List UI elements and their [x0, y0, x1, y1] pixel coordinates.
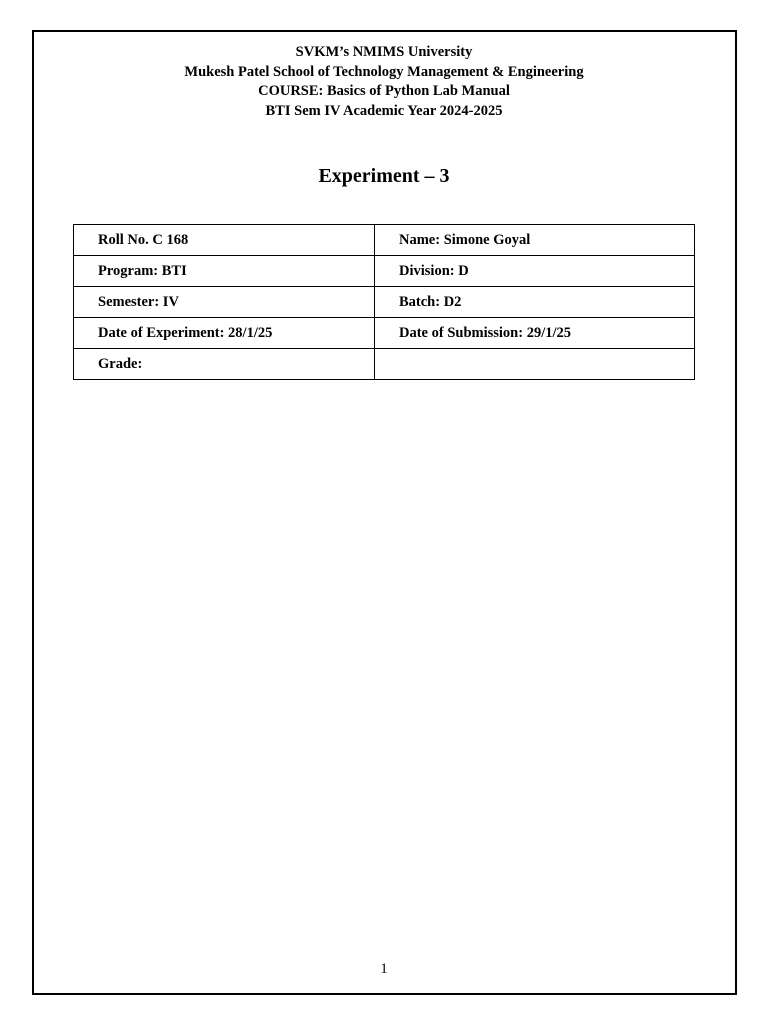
date-of-submission-cell: Date of Submission: 29/1/25: [375, 318, 695, 349]
semester-cell: Semester: IV: [74, 287, 375, 318]
student-details-table: [73, 224, 695, 380]
batch-cell: Batch: D2: [375, 287, 695, 318]
table-row: [74, 318, 695, 349]
date-of-experiment-cell: Date of Experiment: 28/1/25: [74, 318, 375, 349]
course-name: COURSE: Basics of Python Lab Manual: [258, 83, 510, 99]
table-row: [74, 349, 695, 380]
page-number: 1: [380, 961, 388, 977]
document-header: [0, 43, 768, 121]
table-row: [74, 287, 695, 318]
division-cell: Division: D: [375, 256, 695, 287]
experiment-title: Experiment – 3: [318, 165, 450, 187]
grade-value-cell: [375, 349, 695, 380]
grade-cell: Grade:: [74, 349, 375, 380]
student-name-cell: Name: Simone Goyal: [375, 225, 695, 256]
program-cell: Program: BTI: [74, 256, 375, 287]
school-name: Mukesh Patel School of Technology Management & Engineering: [184, 63, 584, 80]
table-row: [74, 256, 695, 287]
roll-number-cell: Roll No. C 168: [74, 225, 375, 256]
academic-year: BTI Sem IV Academic Year 2024-2025: [265, 102, 503, 119]
university-name: SVKM’s NMIMS University: [295, 44, 473, 60]
table-row: [74, 225, 695, 256]
